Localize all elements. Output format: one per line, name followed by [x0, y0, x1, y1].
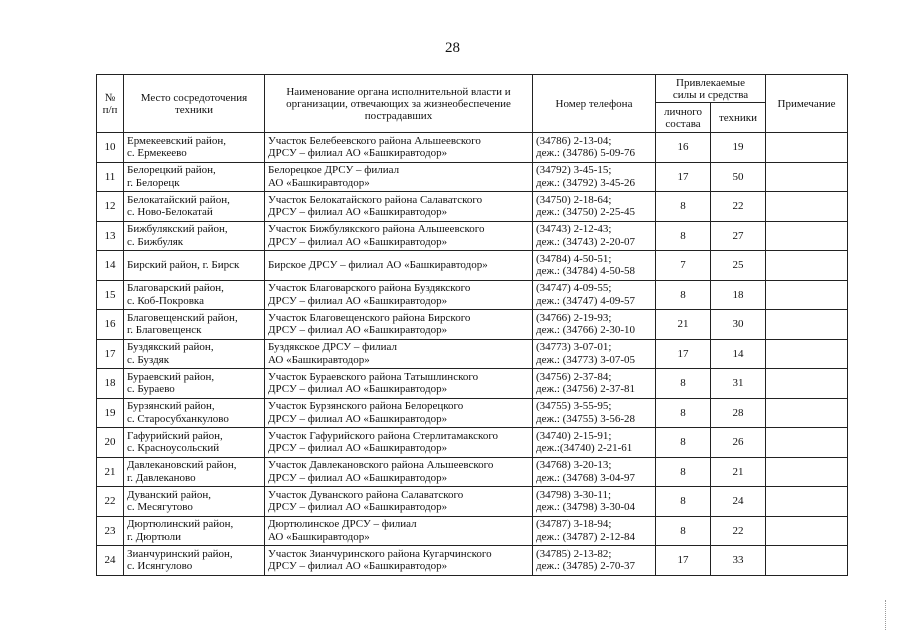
table-row: [97, 339, 848, 369]
organization-cell: Участок Дуванского района Салаватского ДРСУ – филиал АО «Башкиравтодор»: [265, 487, 533, 517]
header-resources: Привлекаемые силы и средства: [656, 75, 766, 103]
row-number: 20: [97, 428, 124, 458]
equipment-cell: 50: [711, 162, 766, 192]
table-row: [97, 280, 848, 310]
personnel-cell: 17: [656, 546, 711, 576]
phone-cell: (34787) 3-18-94; деж.: (34787) 2-12-84: [533, 516, 656, 546]
equipment-cell: 22: [711, 192, 766, 222]
equipment-cell: 21: [711, 457, 766, 487]
note-cell: [766, 162, 848, 192]
location-cell: Ермекеевский район, с. Ермекеево: [124, 133, 265, 163]
location-cell: Благоварский район, с. Коб-Покровка: [124, 280, 265, 310]
phone-cell: (34785) 2-13-82; деж.: (34785) 2-70-37: [533, 546, 656, 576]
table-row: [97, 457, 848, 487]
personnel-cell: 16: [656, 133, 711, 163]
phone-cell: (34755) 3-55-95; деж.: (34755) 3-56-28: [533, 398, 656, 428]
organization-cell: Участок Гафурийского района Стерлитамакского ДРСУ – филиал АО «Башкиравтодор»: [265, 428, 533, 458]
note-cell: [766, 339, 848, 369]
personnel-cell: 8: [656, 428, 711, 458]
organization-cell: Участок Благоварского района Буздякского ДРСУ – филиал АО «Башкиравтодор»: [265, 280, 533, 310]
organization-cell: Бирское ДРСУ – филиал АО «Башкиравтодор»: [265, 251, 533, 281]
location-cell: Зианчуринский район, с. Исянгулово: [124, 546, 265, 576]
equipment-cell: 19: [711, 133, 766, 163]
phone-cell: (34766) 2-19-93; деж.: (34766) 2-30-10: [533, 310, 656, 340]
personnel-cell: 8: [656, 280, 711, 310]
header-num: № п/п: [97, 75, 124, 133]
location-cell: Бурзянский район, с. Старосубханкулово: [124, 398, 265, 428]
phone-cell: (34750) 2-18-64; деж.: (34750) 2-25-45: [533, 192, 656, 222]
organization-cell: Участок Белокатайского района Салаватского ДРСУ – филиал АО «Башкиравтодор»: [265, 192, 533, 222]
note-cell: [766, 221, 848, 251]
personnel-cell: 8: [656, 457, 711, 487]
table-body: [97, 133, 848, 576]
equipment-cell: 24: [711, 487, 766, 517]
organization-cell: Дюртюлинское ДРСУ – филиал АО «Башкиравтодор»: [265, 516, 533, 546]
note-cell: [766, 133, 848, 163]
phone-cell: (34798) 3-30-11; деж.: (34798) 3-30-04: [533, 487, 656, 517]
personnel-cell: 7: [656, 251, 711, 281]
equipment-cell: 30: [711, 310, 766, 340]
table-row: [97, 192, 848, 222]
header-organization: Наименование органа исполнительной власти и организации, отвечающих за жизнеобеспечение пострадавших: [265, 75, 533, 133]
note-cell: [766, 398, 848, 428]
resources-table: [96, 74, 848, 576]
organization-cell: Буздякское ДРСУ – филиал АО «Башкиравтодор»: [265, 339, 533, 369]
phone-cell: (34768) 3-20-13; деж.: (34768) 3-04-97: [533, 457, 656, 487]
personnel-cell: 8: [656, 192, 711, 222]
table-row: [97, 310, 848, 340]
note-cell: [766, 428, 848, 458]
location-cell: Гафурийский район, с. Красноусольский: [124, 428, 265, 458]
phone-cell: (34786) 2-13-04; деж.: (34786) 5-09-76: [533, 133, 656, 163]
header-note: Примечание: [766, 75, 848, 133]
location-cell: Дуванский район, с. Месягутово: [124, 487, 265, 517]
equipment-cell: 18: [711, 280, 766, 310]
organization-cell: Участок Давлекановского района Альшеевского ДРСУ – филиал АО «Башкиравтодор»: [265, 457, 533, 487]
row-number: 24: [97, 546, 124, 576]
personnel-cell: 17: [656, 339, 711, 369]
organization-cell: Участок Бижбулякского района Альшеевского ДРСУ – филиал АО «Башкиравтодор»: [265, 221, 533, 251]
row-number: 13: [97, 221, 124, 251]
header-equipment: техники: [711, 103, 766, 133]
location-cell: Белокатайский район, с. Ново-Белокатай: [124, 192, 265, 222]
table-row: [97, 516, 848, 546]
phone-cell: (34792) 3-45-15; деж.: (34792) 3-45-26: [533, 162, 656, 192]
note-cell: [766, 251, 848, 281]
table-row: [97, 162, 848, 192]
note-cell: [766, 280, 848, 310]
personnel-cell: 8: [656, 516, 711, 546]
equipment-cell: 27: [711, 221, 766, 251]
organization-cell: Белорецкое ДРСУ – филиал АО «Башкиравтодор»: [265, 162, 533, 192]
row-number: 14: [97, 251, 124, 281]
note-cell: [766, 369, 848, 399]
row-number: 17: [97, 339, 124, 369]
location-cell: Бижбулякский район, с. Бижбуляк: [124, 221, 265, 251]
row-number: 19: [97, 398, 124, 428]
table-row: [97, 133, 848, 163]
note-cell: [766, 192, 848, 222]
header-phone: Номер телефона: [533, 75, 656, 133]
note-cell: [766, 546, 848, 576]
personnel-cell: 8: [656, 221, 711, 251]
organization-cell: Участок Бурзянского района Белорецкого ДРСУ – филиал АО «Башкиравтодор»: [265, 398, 533, 428]
personnel-cell: 8: [656, 487, 711, 517]
equipment-cell: 28: [711, 398, 766, 428]
personnel-cell: 21: [656, 310, 711, 340]
row-number: 21: [97, 457, 124, 487]
row-number: 11: [97, 162, 124, 192]
location-cell: Давлекановский район, г. Давлеканово: [124, 457, 265, 487]
table-row: [97, 428, 848, 458]
location-cell: Буздякский район, с. Буздяк: [124, 339, 265, 369]
phone-cell: (34743) 2-12-43; деж.: (34743) 2-20-07: [533, 221, 656, 251]
note-cell: [766, 487, 848, 517]
personnel-cell: 17: [656, 162, 711, 192]
organization-cell: Участок Белебеевского района Альшеевского ДРСУ – филиал АО «Башкиравтодор»: [265, 133, 533, 163]
row-number: 23: [97, 516, 124, 546]
row-number: 18: [97, 369, 124, 399]
table-row: [97, 546, 848, 576]
page-number: 28: [445, 40, 460, 56]
location-cell: Бирский район, г. Бирск: [124, 251, 265, 281]
location-cell: Белорецкий район, г. Белорецк: [124, 162, 265, 192]
margin-mark: [885, 600, 887, 630]
phone-cell: (34747) 4-09-55; деж.: (34747) 4-09-57: [533, 280, 656, 310]
note-cell: [766, 516, 848, 546]
location-cell: Дюртюлинский район, г. Дюртюли: [124, 516, 265, 546]
equipment-cell: 26: [711, 428, 766, 458]
equipment-cell: 14: [711, 339, 766, 369]
phone-cell: (34740) 2-15-91; деж.:(34740) 2-21-61: [533, 428, 656, 458]
table-row: [97, 369, 848, 399]
row-number: 16: [97, 310, 124, 340]
equipment-cell: 33: [711, 546, 766, 576]
header-location: Место сосредоточения техники: [124, 75, 265, 133]
table-row: [97, 398, 848, 428]
organization-cell: Участок Бураевского района Татышлинского ДРСУ – филиал АО «Башкиравтодор»: [265, 369, 533, 399]
phone-cell: (34773) 3-07-01; деж.: (34773) 3-07-05: [533, 339, 656, 369]
header-personnel: личного состава: [656, 103, 711, 133]
phone-cell: (34756) 2-37-84; деж.: (34756) 2-37-81: [533, 369, 656, 399]
equipment-cell: 25: [711, 251, 766, 281]
location-cell: Бураевский район, с. Бураево: [124, 369, 265, 399]
row-number: 15: [97, 280, 124, 310]
table-row: [97, 251, 848, 281]
row-number: 12: [97, 192, 124, 222]
organization-cell: Участок Благовещенского района Бирского ДРСУ – филиал АО «Башкиравтодор»: [265, 310, 533, 340]
equipment-cell: 31: [711, 369, 766, 399]
location-cell: Благовещенский район, г. Благовещенск: [124, 310, 265, 340]
table-row: [97, 487, 848, 517]
row-number: 10: [97, 133, 124, 163]
phone-cell: (34784) 4-50-51; деж.: (34784) 4-50-58: [533, 251, 656, 281]
personnel-cell: 8: [656, 369, 711, 399]
table-row: [97, 221, 848, 251]
row-number: 22: [97, 487, 124, 517]
equipment-cell: 22: [711, 516, 766, 546]
organization-cell: Участок Зианчуринского района Кугарчинского ДРСУ – филиал АО «Башкиравтодор»: [265, 546, 533, 576]
note-cell: [766, 310, 848, 340]
note-cell: [766, 457, 848, 487]
personnel-cell: 8: [656, 398, 711, 428]
